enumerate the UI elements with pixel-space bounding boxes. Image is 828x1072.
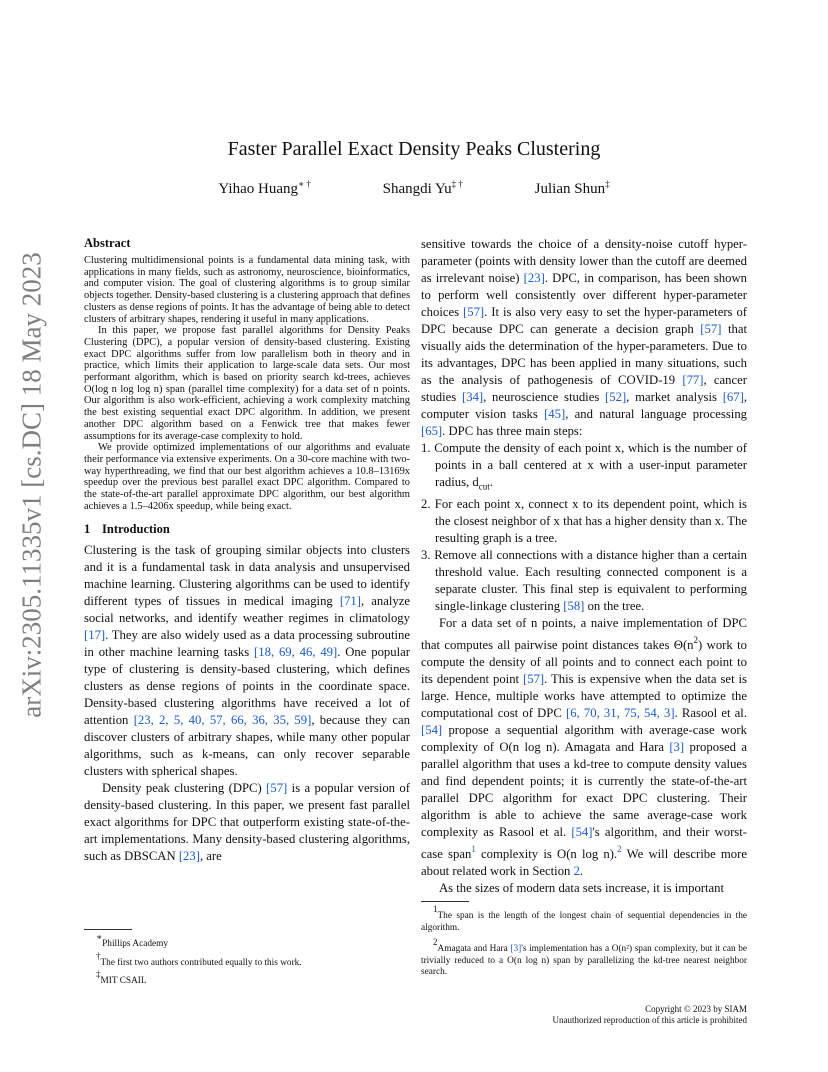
right-column [421, 236, 747, 897]
arxiv-id: arXiv:2305.11335v1 [cs.DC] 18 May 2023 [16, 252, 47, 718]
footnote-rule-right [421, 901, 469, 902]
citation-link[interactable]: [57] [700, 322, 722, 336]
copyright-line: Copyright © 2023 by SIAM [645, 1004, 747, 1014]
section-link[interactable]: 2 [573, 863, 580, 878]
abstract-paragraph-3: We provide optimized implementations of our algorithms and evaluate their performance via extensive experiments. On a 30-core machine with two-way hyperthreading, we find that our best algorithm achieves a 10.8–13169x speedup over the previous best parallel exact DPC algorithm. Compared to the state-of-the-art parallel approximate DPC algorithm, our best algorithm achieves a 1.5–4206x speedup, while being exact. [84, 442, 410, 512]
author-3: Julian Shun‡ [534, 179, 610, 197]
footnote: $^2$Amagata and Hara [3]'s implementation has a O(n²) span complexity, but it can be trivially reduced to a O(n log n) span by parallelizing the kd-tree nearest neighbor search. [421, 937, 747, 977]
section-heading-introduction: 1 Introduction [84, 522, 170, 537]
citation-link[interactable]: [17] [84, 628, 106, 643]
footnote: †The first two authors contributed equally to this work. [96, 950, 302, 968]
citation-link[interactable]: [18, 69, 46, 49] [254, 645, 338, 660]
citation-link[interactable]: [67] [722, 390, 744, 404]
list-item: 2. For each point x, connect x to its dependent point, which is the closest neighbor of x that has a higher density than x. The resulting graph is a tree. [421, 496, 747, 545]
citation-link[interactable]: [6, 70, 31, 75, 54, 3] [565, 705, 675, 720]
intro-paragraph-2: Density peak clustering (DPC) [57] is a popular version of density-based clustering. In this paper, we present fast parallel exact algorithms for DPC that outperform existing state-of-the-art implementations. Many density-based clustering algorithms, such as DBSCAN [23], are [84, 781, 410, 864]
citation-link[interactable]: [3] [669, 739, 685, 754]
footnotes-left [84, 932, 410, 988]
footnote-rule-left [84, 929, 132, 930]
abstract-heading: Abstract [84, 236, 131, 250]
footnotes-right [421, 904, 747, 979]
footnote-marker[interactable]: 1 [471, 843, 476, 854]
author-1: Yihao Huang∗ † [218, 179, 311, 197]
citation-link[interactable]: [57] [523, 671, 545, 686]
citation-link[interactable]: [23] [523, 271, 545, 285]
abstract-paragraph-2: In this paper, we propose fast parallel algorithms for Density Peaks Clustering (DPC), a popular version of density-based clustering. Existing exact DPC algorithms suffer from low parallelism both in theory and in practice, which limits their application to large-scale data sets. Our most performant algorithm, which is based on priority search kd-trees, achieves O(log n log log n) span (parallel time complexity) for a data set of n points. Our algorithm is also work-efficient, achieving a work complexity matching the best existing sequential exact DPC algorithm. In addition, we present another DPC algorithm based on a Fenwick tree that makes fewer assumptions for its average-case complexity to hold. [84, 325, 410, 442]
footnote-marker[interactable]: 2 [617, 843, 622, 854]
abstract-paragraph-1: Clustering multidimensional points is a fundamental data mining task, with applications in many fields, such as astronomy, neuroscience, bioinformatics, and computer vision. The goal of clustering algorithms is to group similar objects together. Density-based clustering is a clustering approach that defines clusters as dense regions of points. It has the advantage of being able to detect clusters of arbitrary shapes, rendering it useful in many applications. [84, 255, 410, 325]
citation-link[interactable]: [54] [571, 824, 593, 839]
citation-link[interactable]: [54] [421, 722, 443, 737]
citation-link[interactable]: [65] [421, 424, 443, 438]
citation-link[interactable]: [58] [563, 598, 585, 613]
citation-link[interactable]: [34] [462, 390, 484, 404]
citation-link[interactable]: [71] [339, 594, 361, 609]
dpc-steps-list [421, 440, 747, 615]
list-item: 1. Compute the density of each point x, which is the number of points in a ball centered at x with a user-input parameter radius, $d_{cut}$. [421, 441, 747, 492]
reproduction-notice: Unauthorized reproduction of this article is prohibited [552, 1015, 747, 1025]
arxiv-sidebar-stamp [6, 252, 58, 718]
footnote: ‡MIT CSAIL [96, 969, 147, 986]
left-column [84, 236, 410, 865]
author-2: Shangdi Yu‡ † [382, 179, 463, 197]
author-list [0, 179, 828, 198]
citation-link[interactable]: [23, 2, 5, 40, 57, 66, 36, 35, 59] [133, 713, 312, 728]
citation-link[interactable]: [57] [463, 305, 485, 319]
right-paragraph-1: sensitive towards the choice of a density-noise cutoff hyper-parameter (points with density lower than the cutoff are deemed as irrelevant noise) [23]. DPC, in comparison, has been shown to perform well consistently over different hyper-parameter choices [57]. It is also very easy to set the hyper-parameters of DPC because DPC can generate a decision graph [57] that visually aids the determination of the hyper-parameters. Due to its advantages, DPC has been applied in many situations, such as the analysis of pathogenesis of COVID-19 [77], cancer studies [34], neuroscience studies [52], market analysis [67], computer vision tasks [45], and natural language processing [65]. DPC has three main steps: [421, 237, 748, 438]
paper-title: Faster Parallel Exact Density Peaks Clustering [227, 138, 601, 160]
right-paragraph-2: For a data set of n points, a naive implementation of DPC that computes all pairwise point distances takes $\Theta(n^2)$ work to compute the density of all points and to connect each point to its dependent point [57]. This is expensive when the data set is large. Hence, multiple works have attempted to optimize the computational cost of DPC [6, 70, 31, 75, 54, 3]. Rasool et al. [54] propose a sequential algorithm with average-case work complexity of O(n log n). Amagata and Hara [3] proposed a parallel algorithm that uses a kd-tree to compute density values and find dependent points; it is currently the state-of-the-art parallel DPC algorithm for exact DPC clustering. Their algorithm is able to achieve the same average-case work complexity as Rasool et al. [54]'s algorithm, and their worst-case span$^1$ complexity is O(n log n).$^2$ We will describe more about related work in Section 2. [421, 615, 748, 878]
list-item: 3. Remove all connections with a distance higher than a certain threshold value. Each resulting connected component is a separate cluster. This final step is equivalent to performing single-linkage clustering [58] on the tree. [421, 547, 747, 613]
citation-link[interactable]: [57] [266, 781, 288, 796]
citation-link[interactable]: [77] [682, 373, 704, 387]
right-paragraph-3: As the sizes of modern data sets increase, it is important [439, 880, 725, 895]
citation-link[interactable]: [45] [544, 407, 566, 421]
intro-paragraph-1: Clustering is the task of grouping similar objects into clusters and it is a fundamental task in data analysis and unsupervised machine learning. Clustering algorithms can be used to identify different types of tissues in medical imaging [71], analyze social networks, and identify weather regimes in climatology [17]. They are also widely used as a data processing subroutine in other machine learning tasks [18, 69, 46, 49]. One popular type of clustering is density-based clustering, which defines clusters as dense regions of points in the coordinate space. Density-based clustering algorithms have received a lot of attention [23, 2, 5, 40, 57, 66, 36, 35, 59], because they can discover clusters of arbitrary shapes, while many other popular algorithms, such as k-means, can only recover separable clusters with spherical shapes. [84, 543, 411, 779]
citation-link[interactable]: [52] [605, 390, 627, 404]
citation-link[interactable]: [23] [178, 849, 200, 864]
footnote: $^1$The span is the length of the longest chain of sequential dependencies in the algorithm. [421, 904, 747, 933]
citation-link[interactable]: [3] [510, 944, 522, 954]
copyright-notice [553, 1004, 747, 1026]
footnote: ∗Phillips Academy [96, 932, 168, 949]
